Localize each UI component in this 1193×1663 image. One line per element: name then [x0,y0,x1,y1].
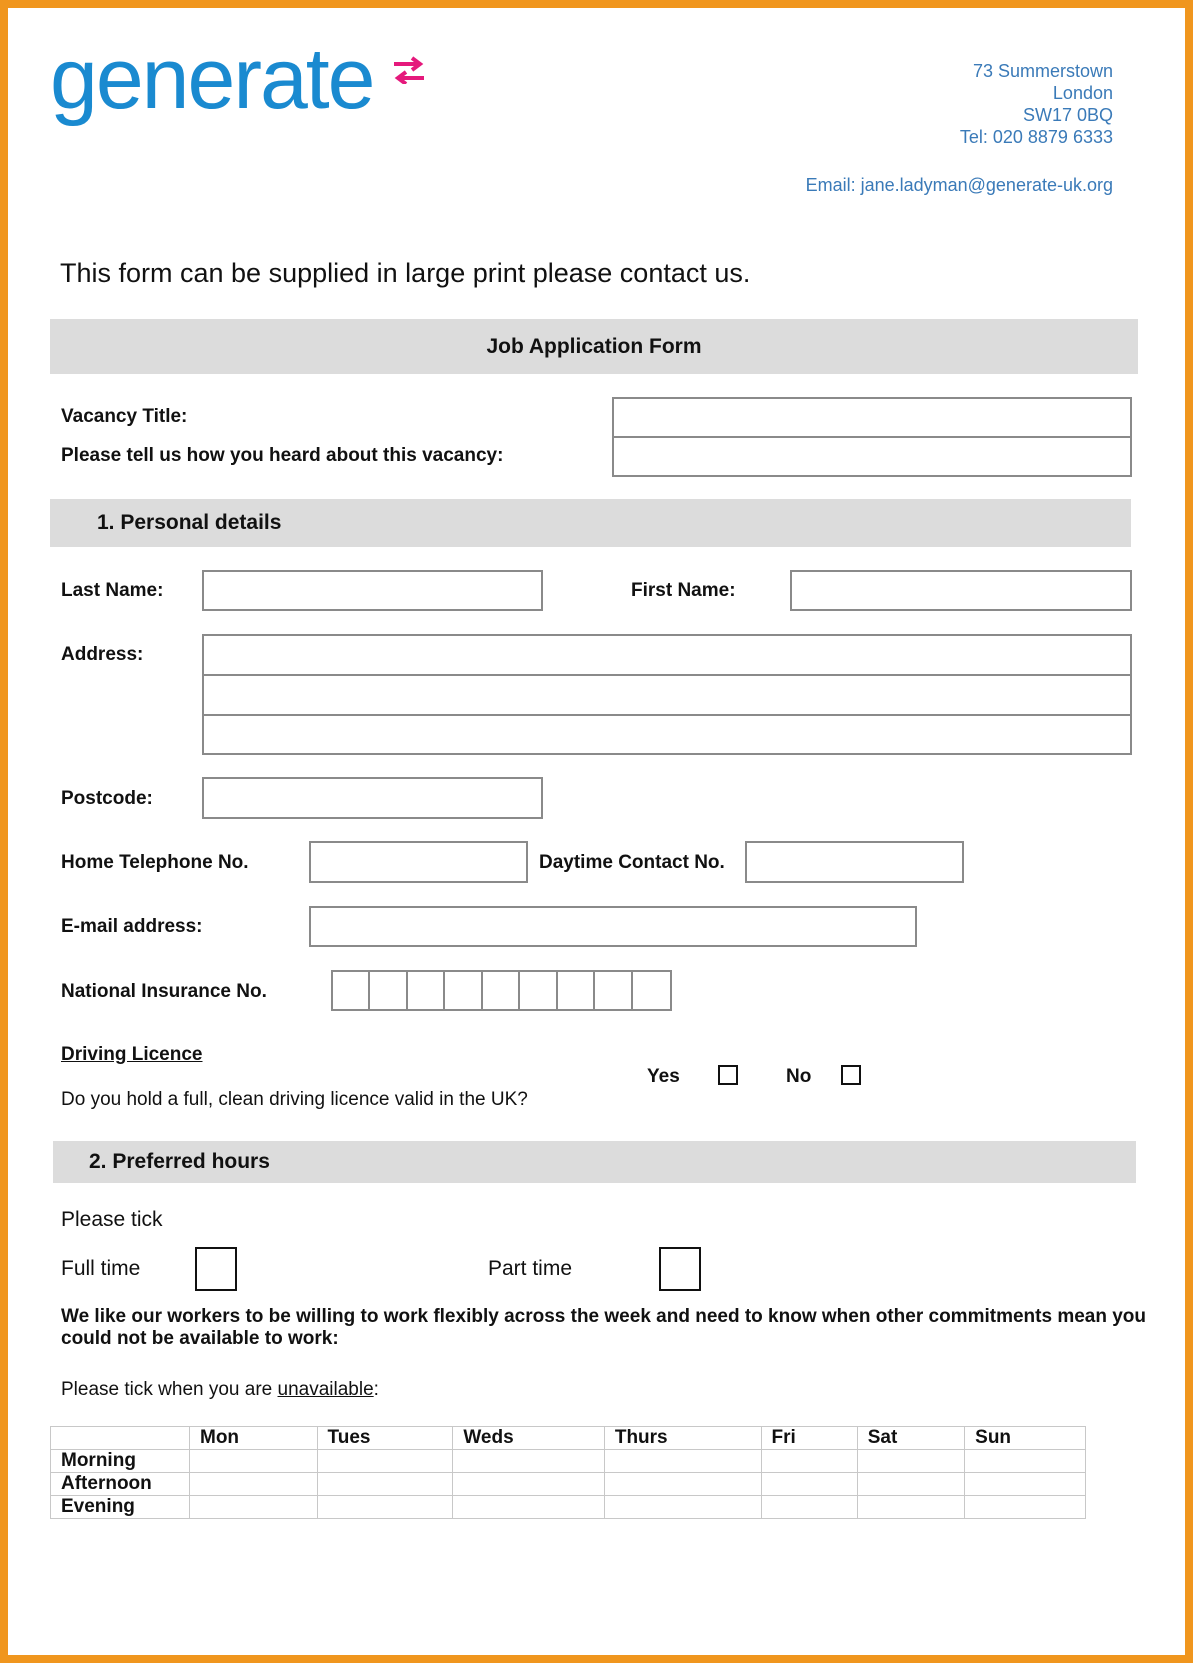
table-row [51,1473,1086,1496]
first-name-label: First Name: [631,580,736,601]
availability-cell[interactable] [453,1496,605,1519]
availability-cell[interactable] [761,1496,857,1519]
table-header-row [51,1427,1086,1450]
availability-cell[interactable] [965,1496,1086,1519]
availability-cell[interactable] [317,1496,453,1519]
home-telephone-input[interactable] [309,841,528,883]
availability-cell[interactable] [604,1473,761,1496]
form-title-band [50,319,1138,374]
email-label: E-mail address: [61,916,203,937]
vacancy-title-label: Vacancy Title: [61,406,188,427]
full-time-checkbox[interactable] [195,1247,237,1291]
preferred-hours-band [53,1141,1136,1183]
daytime-contact-label: Daytime Contact No. [539,852,725,873]
contact-email[interactable]: Email: jane.ladyman@generate-uk.org [805,175,1113,195]
personal-details-band [50,499,1131,547]
unavailable-instruction [61,1379,379,1401]
ni-number-input[interactable] [331,970,672,1011]
availability-cell[interactable] [761,1450,857,1473]
ni-cell[interactable] [558,972,595,1009]
address-line-2: London [1052,83,1113,103]
day-header: Sat [857,1427,964,1450]
availability-cell[interactable] [317,1450,453,1473]
ni-number-label: National Insurance No. [61,981,267,1002]
period-label: Morning [51,1450,190,1473]
first-name-input[interactable] [790,570,1132,611]
part-time-checkbox[interactable] [659,1247,701,1291]
availability-cell[interactable] [453,1473,605,1496]
vacancy-title-input[interactable] [612,397,1132,438]
full-time-label: Full time [61,1257,141,1280]
ni-cell[interactable] [370,972,407,1009]
day-header: Sun [965,1427,1086,1450]
availability-cell[interactable] [761,1473,857,1496]
preferred-hours-heading: 2. Preferred hours [89,1150,270,1173]
availability-cell[interactable] [857,1496,964,1519]
heard-about-label: Please tell us how you heard about this vacancy: [61,445,504,466]
please-tick-text: Please tick [61,1208,163,1231]
ni-cell[interactable] [520,972,557,1009]
table-row [51,1496,1086,1519]
driving-licence-heading: Driving Licence [61,1044,203,1065]
address-line-3-input[interactable] [202,714,1132,755]
large-print-notice: This form can be supplied in large print please contact us. [60,258,751,288]
ni-cell[interactable] [595,972,632,1009]
unavailable-suffix: : [373,1379,379,1400]
day-header: Weds [453,1427,605,1450]
availability-cell[interactable] [965,1450,1086,1473]
logo: generate [50,31,374,127]
address-line-1: 73 Summerstown [972,61,1113,81]
daytime-contact-input[interactable] [745,841,964,883]
day-header: Thurs [604,1427,761,1450]
telephone: Tel: 020 8879 6333 [959,127,1113,147]
day-header: Mon [190,1427,318,1450]
ni-cell[interactable] [333,972,370,1009]
address-line-1-input[interactable] [202,634,1132,676]
last-name-input[interactable] [202,570,543,611]
day-header: Tues [317,1427,453,1450]
availability-cell[interactable] [190,1473,318,1496]
heard-about-input[interactable] [612,436,1132,477]
flexibility-note: We like our workers to be willing to work flexibly across the week and need to know when other commitments mean you could not be available to work: [61,1306,1147,1349]
availability-cell[interactable] [965,1473,1086,1496]
availability-cell[interactable] [857,1473,964,1496]
licence-no-checkbox[interactable] [841,1065,861,1085]
address-label: Address: [61,644,144,665]
availability-cell[interactable] [604,1450,761,1473]
part-time-label: Part time [488,1257,573,1280]
unavailable-word: unavailable [277,1379,374,1400]
availability-cell[interactable] [317,1473,453,1496]
ni-cell[interactable] [483,972,520,1009]
home-telephone-label: Home Telephone No. [61,852,249,873]
ni-cell[interactable] [633,972,670,1009]
driving-licence-question: Do you hold a full, clean driving licence valid in the UK? [61,1089,528,1110]
form-title: Job Application Form [486,335,702,358]
personal-details-heading: 1. Personal details [97,511,282,534]
availability-cell[interactable] [190,1450,318,1473]
period-label: Evening [51,1496,190,1519]
availability-cell[interactable] [604,1496,761,1519]
table-row [51,1450,1086,1473]
last-name-label: Last Name: [61,580,164,601]
availability-table [50,1426,1086,1519]
ni-cell[interactable] [408,972,445,1009]
unavailable-prefix: Please tick when you are [61,1379,278,1400]
ni-cell[interactable] [445,972,482,1009]
availability-cell[interactable] [453,1450,605,1473]
address-line-3: SW17 0BQ [1022,105,1113,125]
table-corner-cell [51,1427,190,1450]
yes-label: Yes [647,1066,680,1087]
address-line-2-input[interactable] [202,674,1132,716]
generate-arrows-icon [392,56,426,84]
postcode-label: Postcode: [61,788,153,809]
licence-yes-checkbox[interactable] [718,1065,738,1085]
postcode-input[interactable] [202,777,543,819]
day-header: Fri [761,1427,857,1450]
availability-cell[interactable] [857,1450,964,1473]
period-label: Afternoon [51,1473,190,1496]
no-label: No [786,1066,812,1087]
availability-cell[interactable] [190,1496,318,1519]
email-input[interactable] [309,906,917,947]
